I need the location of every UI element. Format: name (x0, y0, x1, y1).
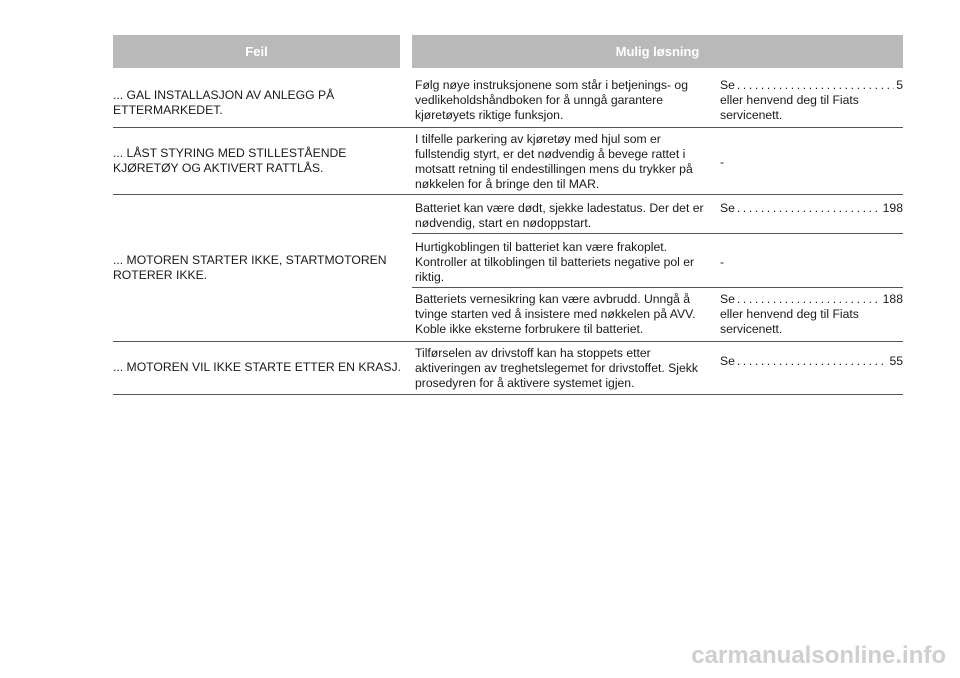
row-3a-page-leader (720, 201, 903, 216)
row-4-problem (113, 345, 409, 389)
row-2-problem-text: ... LÅST STYRING MED STILLESTÅENDE KJØRETØY OG AKTIVERT RATTLÅS. (113, 146, 347, 175)
row-divider (113, 127, 903, 128)
row-4-problem-text: ... MOTOREN VIL IKKE STARTE ETTER EN KRASJ. (113, 359, 402, 374)
row-3c-solution: Batteriets vernesikring kan være avbrudd. Unngå å tvinge starten ved å insistere med nøkkelen på AVV. Koble ikke eksterne forbrukere til batteriet. (415, 292, 696, 336)
row-4-page-leader (720, 354, 903, 369)
watermark: carmanualsonline.info (691, 642, 946, 669)
row-divider (113, 341, 903, 342)
row-1-ref-extra: eller henvend deg til Fiats servicenett. (720, 93, 859, 122)
row-4-reference (720, 354, 903, 369)
row-3a-solution: Batteriet kan være dødt, sjekke ladestatus. Der det er nødvendig, start en nødoppstart. (415, 201, 704, 230)
row-2-reference: - (720, 155, 725, 169)
row-3c-ref-prefix: Se (720, 292, 735, 306)
column-header-feil (113, 35, 400, 68)
row-1-page-leader (720, 78, 903, 93)
row-1-problem-text: ... GAL INSTALLASJON AV ANLEGG PÅ ETTERMARKEDET. (113, 87, 335, 117)
row-4-ref-prefix: Se (720, 354, 735, 368)
row-2-solution: I tilfelle parkering av kjøretøy med hjul som er fullstendig styrt, er det nødvendig å bevege rattet i motsatt retning til endestillingen mens du trykker på nøkkelen for å bringe den til MAR. (415, 132, 693, 191)
sub-row-divider (412, 233, 903, 234)
leader-dots (737, 78, 894, 93)
leader-dots (737, 292, 881, 307)
row-1-page-number[interactable]: 5 (896, 78, 903, 92)
row-3b-solution: Hurtigkoblingen til batteriet kan være frakoplet. Kontroller at tilkoblingen til batteriets negative pol er riktig. (415, 240, 695, 284)
row-1-problem (113, 80, 409, 125)
row-3a-ref-prefix: Se (720, 201, 735, 215)
row-1-reference (720, 78, 903, 123)
row-3b-reference: - (720, 255, 725, 269)
row-3a-page-number[interactable]: 198 (882, 201, 903, 215)
row-1-solution: Følg nøye instruksjonene som står i betjenings- og vedlikeholdshåndboken for å unngå garantere kjøretøyets riktige funksjon. (415, 78, 688, 122)
row-3a-reference (720, 201, 903, 216)
row-3c-ref-extra: eller henvend deg til Fiats servicenett. (720, 307, 859, 336)
row-divider (113, 394, 903, 395)
leader-dots (737, 201, 881, 216)
row-4-page-number[interactable]: 55 (889, 354, 903, 368)
leader-dots (737, 354, 888, 369)
row-3-problem-text: ... MOTOREN STARTER IKKE, STARTMOTOREN ROTERER IKKE. (113, 252, 387, 282)
sub-row-divider (412, 287, 903, 288)
column-header-mulig-losning-label: Mulig løsning (615, 44, 700, 59)
row-divider (113, 194, 903, 195)
row-1-ref-prefix: Se (720, 78, 735, 92)
row-4-solution: Tilførselen av drivstoff kan ha stoppets etter aktiveringen av treghetslegemet for drivstoffet. Sjekk prosedyren for å aktivere systemet igjen. (415, 346, 698, 390)
row-3c-page-number[interactable]: 188 (882, 292, 903, 306)
row-3c-reference (720, 292, 903, 337)
column-header-feil-label: Feil (245, 44, 268, 59)
row-3-problem (113, 196, 409, 339)
row-3c-page-leader (720, 292, 903, 307)
row-2-problem (113, 130, 409, 192)
column-header-mulig-losning (412, 35, 903, 68)
